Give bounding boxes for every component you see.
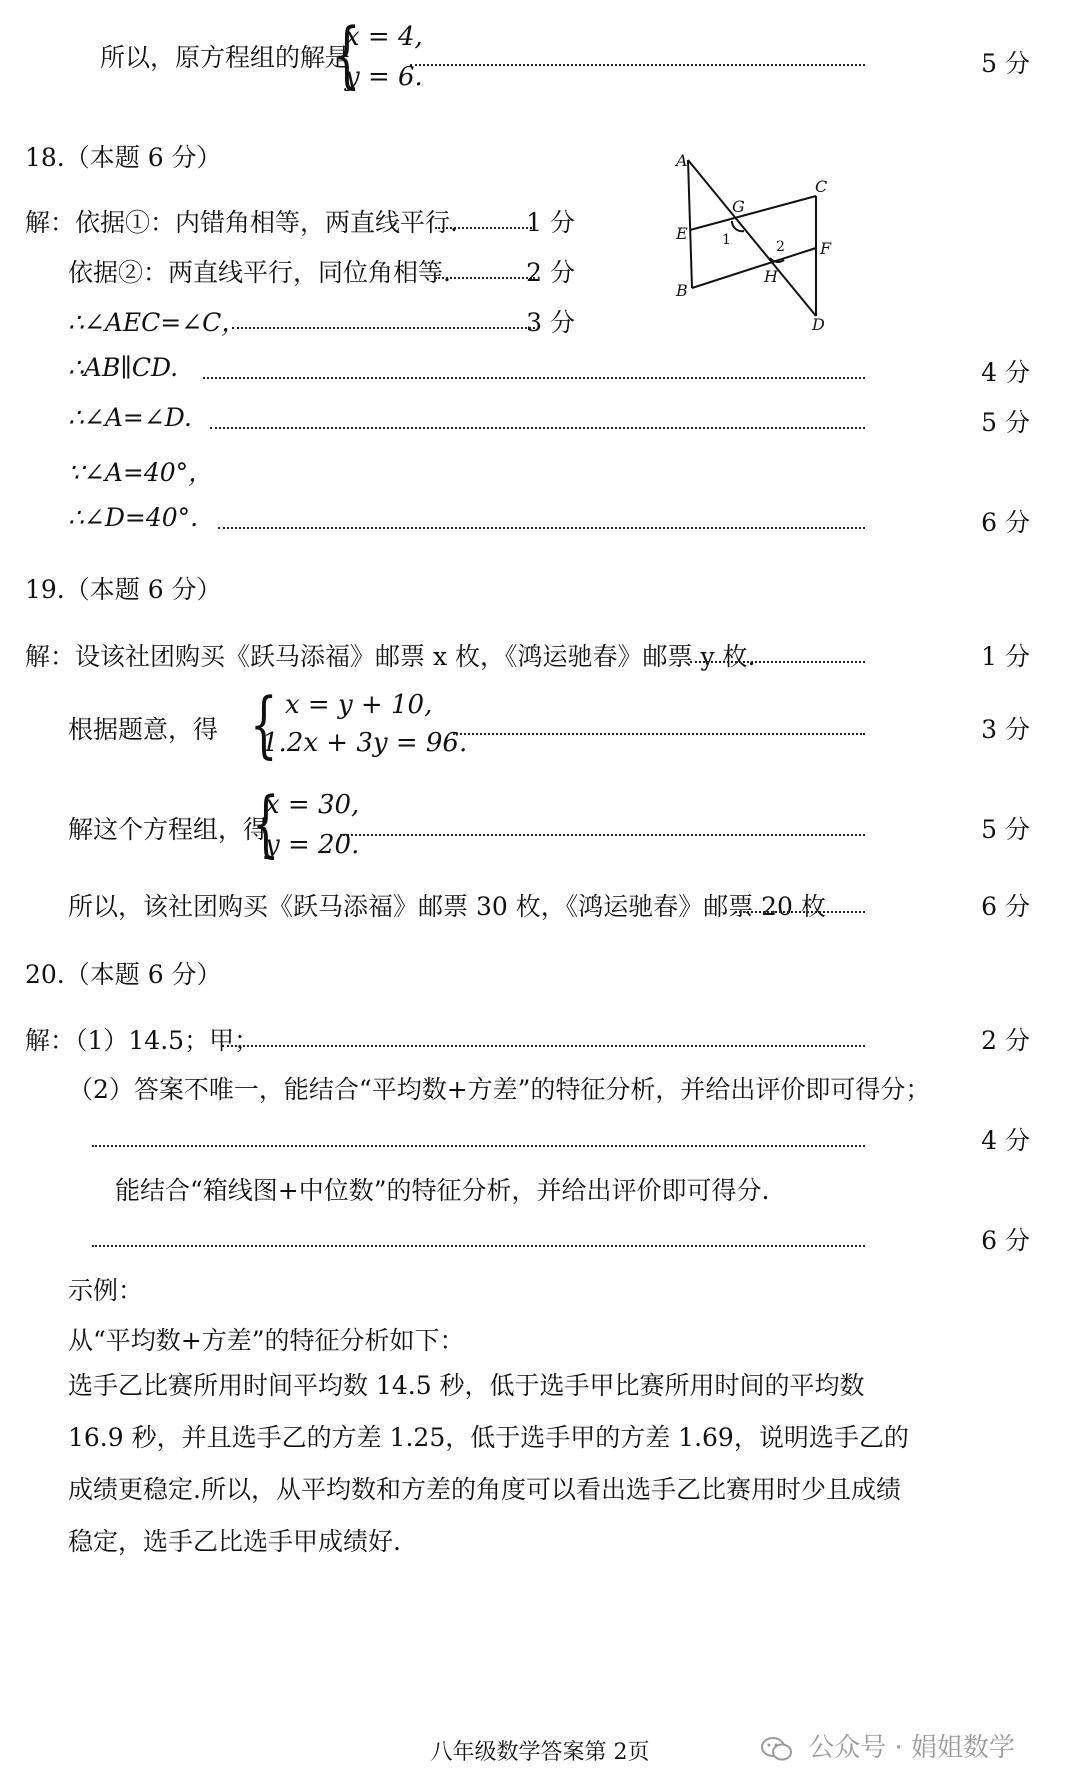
watermark-text: 公众号 · 娟姐数学 <box>808 1733 1016 1763</box>
q19-eq-1: x = y + 10, <box>285 690 433 720</box>
q18-line-1-text: 解：依据①：内错角相等，两直线平行. <box>25 208 458 237</box>
segment-AD <box>688 160 816 316</box>
label-F: F <box>820 239 832 258</box>
q20-line-2-text: （2）答案不唯一，能结合“平均数+方差”的特征分析，并给出评价即可得分； <box>68 1075 931 1104</box>
q18-score-6: 6 分 <box>981 508 1030 537</box>
q18-line-7-text: ∴∠D=40°. <box>68 503 199 532</box>
q20-header <box>0 955 1080 995</box>
q19-line-4-text: 所以，该社团购买《跃马添福》邮票 30 枚，《鸿运驰春》邮票 20 枚 <box>68 892 826 921</box>
q20-score-1: 2 分 <box>981 1026 1030 1055</box>
q20-line-3 <box>0 1171 1080 1211</box>
leader-dots <box>92 1245 865 1247</box>
q20-line-3-text: 能结合“箱线图+中位数”的特征分析，并给出评价即可得分. <box>115 1176 770 1205</box>
leader-dots <box>410 64 865 66</box>
q20-score-3: 6 分 <box>981 1226 1030 1255</box>
page-footer: 八年级数学答案第 2页 <box>430 1740 650 1765</box>
q20-example-body: 选手乙比赛所用时间平均数 14.5 秒，低于选手甲比赛所用时间的平均数 16.9 秒，并且选手乙的方差 1.25，低于选手甲的方差 1.69，说明选手乙的成绩更稳定.所以，从平均数和方差的角度可以看出选手乙比赛用时少且成绩稳定，选手乙比选手甲成绩好. <box>68 1371 909 1556</box>
q19-line-2 <box>0 710 1080 750</box>
q19-score-1: 1 分 <box>981 642 1030 671</box>
q18-line-5 <box>0 403 1080 443</box>
q17-lead-text: 所以，原方程组的解是 <box>100 43 351 72</box>
leader-dots <box>222 1045 865 1047</box>
leader-dots <box>435 227 535 229</box>
q19-eq-3: x = 30, <box>265 790 360 820</box>
wechat-icon <box>760 1736 794 1762</box>
q19-brace-2: { <box>252 781 280 865</box>
leader-dots <box>232 327 535 329</box>
q19-eq-4: y = 20. <box>265 830 360 860</box>
leader-dots <box>340 834 865 836</box>
q19-line-3 <box>0 810 1080 850</box>
watermark <box>760 1727 1015 1764</box>
segment-AB <box>688 160 692 288</box>
q19-header-text: 19.（本题 6 分） <box>25 575 222 604</box>
q18-line-4-text: ∴AB∥CD. <box>68 353 179 382</box>
q20-example-intro <box>0 1321 1080 1361</box>
q20-line-2 <box>0 1070 1080 1110</box>
q19-line-1-text: 解：设该社团购买《跃马添福》邮票 x 枚，《鸿运驰春》邮票 y 枚. <box>25 642 756 671</box>
q18-line-6-text: ∵∠A=40°， <box>68 458 214 487</box>
q17-eq2: y = 6. <box>345 62 423 92</box>
q17-brace: { <box>333 12 361 96</box>
leader-dots <box>435 277 535 279</box>
q19-line-2-lead: 根据题意，得 <box>68 715 219 744</box>
label-G: G <box>732 197 745 216</box>
q18-line-5-text: ∴∠A=∠D. <box>68 403 192 432</box>
q18-header <box>0 138 1080 178</box>
q18-line-6 <box>0 453 1080 493</box>
q18-header-text: 18.（本题 6 分） <box>25 143 222 172</box>
q20-example-label-text: 示例： <box>68 1276 144 1305</box>
leader-dots <box>203 377 865 379</box>
label-B: B <box>676 281 688 300</box>
q20-header-text: 20.（本题 6 分） <box>25 960 222 989</box>
q17-score: 5 分 <box>981 49 1030 78</box>
q18-score-5: 5 分 <box>981 408 1030 437</box>
q19-eq-2: 1.2x + 3y = 96. <box>262 728 468 758</box>
q19-header <box>0 570 1080 610</box>
q17-solution-line <box>0 38 1080 78</box>
segment-BF <box>692 248 816 288</box>
q18-score-3: 3 分 <box>526 308 575 337</box>
q18-line-4 <box>0 353 1080 393</box>
q20-score-2: 4 分 <box>981 1126 1030 1155</box>
leader-dots <box>453 733 865 735</box>
q19-brace-1: { <box>250 682 278 766</box>
q18-line-7 <box>0 503 1080 543</box>
leader-dots <box>690 661 865 663</box>
q19-score-3: 5 分 <box>981 815 1030 844</box>
q19-score-2: 3 分 <box>981 715 1030 744</box>
q19-score-4: 6 分 <box>981 892 1030 921</box>
label-A: A <box>676 151 688 170</box>
q18-line-2-text: 依据②：两直线平行，同位角相等. <box>68 258 451 287</box>
leader-dots <box>735 911 865 913</box>
q17-eq1: x = 4, <box>345 22 423 52</box>
label-E: E <box>676 224 688 243</box>
label-D: D <box>812 315 825 334</box>
q18-line-3-text: ∴∠AEC=∠C， <box>68 308 247 337</box>
segment-EC <box>690 196 816 230</box>
q19-line-3-lead: 解这个方程组，得 <box>68 815 269 844</box>
label-H: H <box>764 267 778 286</box>
parallel-lines-figure <box>660 148 860 338</box>
label-angle-2: 2 <box>776 239 785 255</box>
label-C: C <box>815 177 828 196</box>
label-angle-1: 1 <box>722 232 731 248</box>
q19-line-4 <box>0 887 1080 927</box>
q20-example-intro-text: 从“平均数+方差”的特征分析如下： <box>68 1326 465 1355</box>
q20-line-1 <box>0 1021 1080 1061</box>
q18-score-4: 4 分 <box>981 358 1030 387</box>
leader-dots <box>92 1145 865 1147</box>
q19-line-1 <box>0 637 1080 677</box>
q18-score-1: 1 分 <box>526 208 575 237</box>
q20-example-label <box>0 1271 1080 1311</box>
q18-score-2: 2 分 <box>526 258 575 287</box>
leader-dots <box>218 527 865 529</box>
leader-dots <box>210 427 865 429</box>
q20-line-1-text: 解：（1）14.5；甲； <box>25 1026 260 1055</box>
